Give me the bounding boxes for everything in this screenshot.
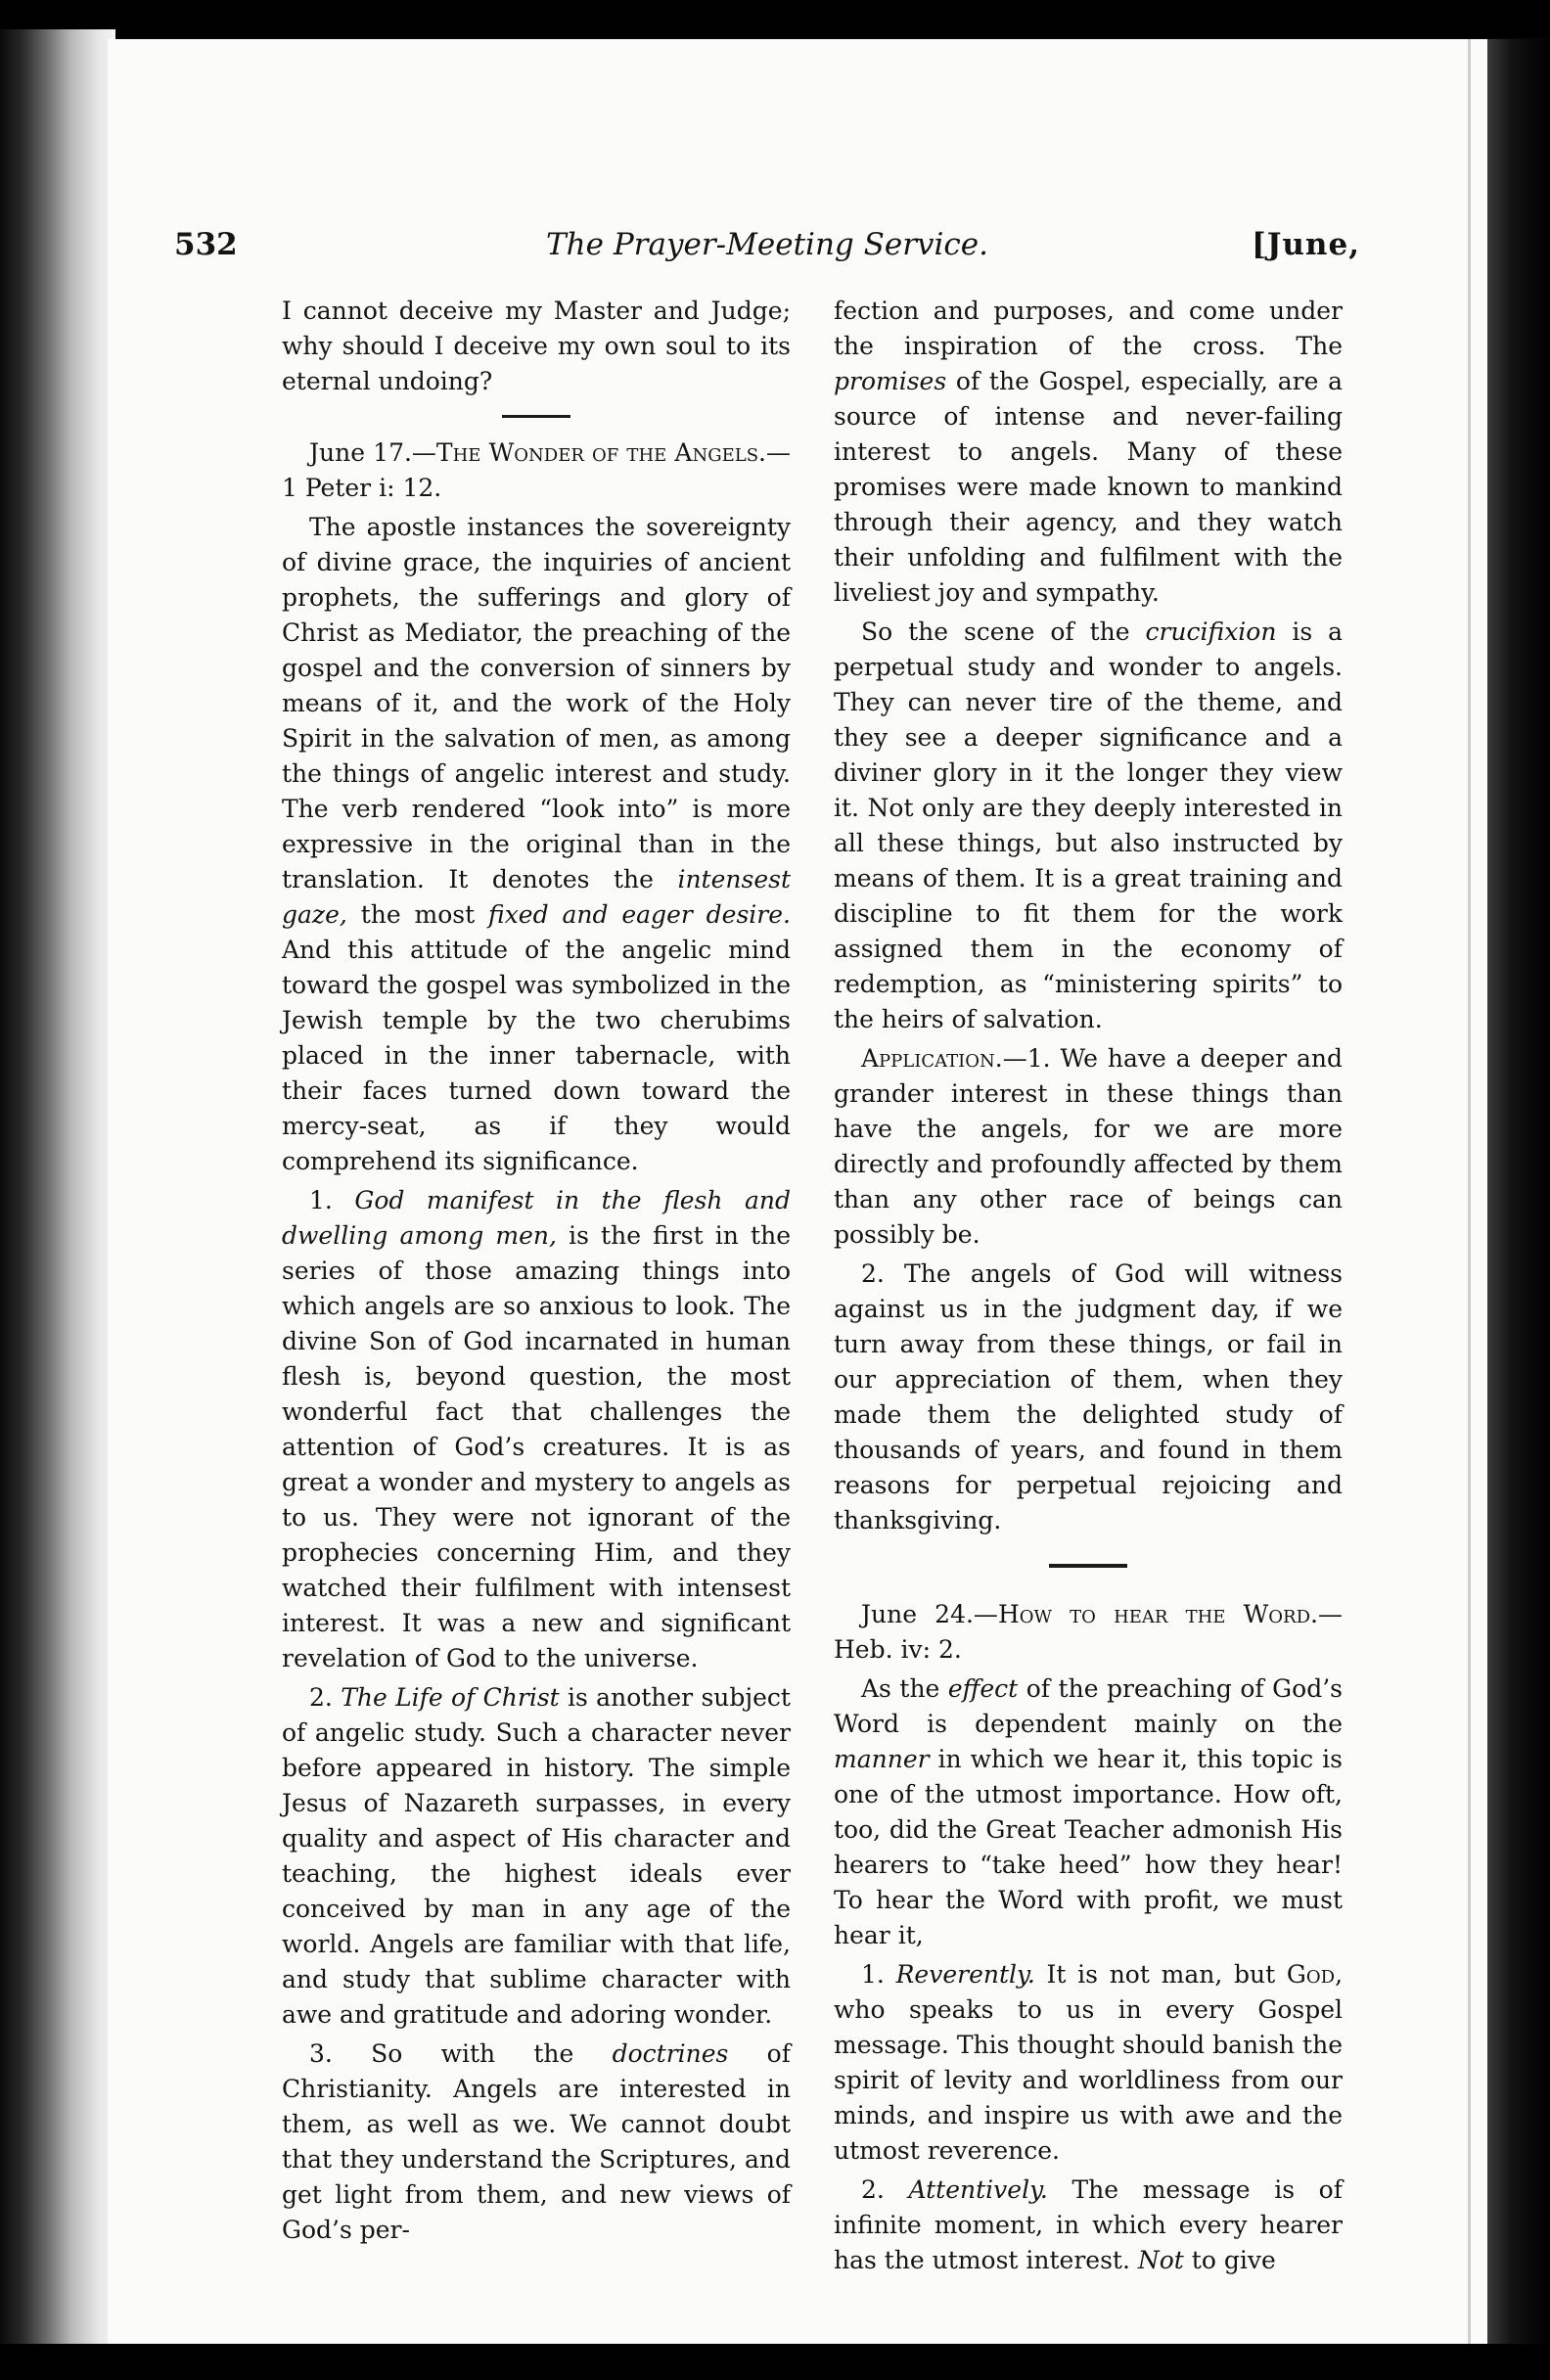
scan-top-border <box>0 0 1550 37</box>
paragraph <box>834 294 1343 611</box>
item-number: 2. <box>861 2175 909 2204</box>
application-label: Application. <box>861 1044 1003 1073</box>
heading-reference: —1 Peter i: 12. <box>282 438 791 502</box>
small-caps-run: God, <box>1286 1960 1344 1989</box>
paragraph <box>282 510 791 1179</box>
text-run: of the preaching of God’s Word is dependent mainly on the <box>834 1674 1343 1738</box>
italic-run: doctrines <box>612 2039 729 2068</box>
text-run: is another subject of angelic study. Such a character never before appeared in history. The simple Jesus of Nazareth surpasses, in every quality and aspect of His character and teaching, the highest ideals ever conceived by man in any age of the world. Angels are familiar with that life, and study that sublime character with awe and gratitude and adoring wonder. <box>282 1683 791 2029</box>
text-run: It is not man, but <box>1034 1960 1287 1989</box>
text-run: in which we hear it, this topic is one of the utmost importance. How oft, too, did the Great Teacher admonish His hearers to “take heed” how they hear! To hear the Word with profit, we must hear it, <box>834 1745 1343 1949</box>
page-number: 532 <box>174 227 238 262</box>
text-run: The apostle instances the sovereignty of divine grace, the inquiries of ancient prophets, the sufferings and glory of Christ as Mediator, the preaching of the gospel and the conversion of sinners by means of it, and the work of the Holy Spirit in the salvation of men, as among the things of angelic interest and study. The verb rendered “look into” is more expressive in the original than in the translation. It denotes the <box>282 513 791 893</box>
right-column <box>834 294 1343 2278</box>
paragraph <box>834 615 1343 1037</box>
italic-run: effect <box>947 1674 1019 1703</box>
binding-gutter <box>0 29 115 2349</box>
item-number: 1. <box>861 1960 896 1989</box>
running-month: [June, <box>1252 227 1360 262</box>
italic-run: promises <box>834 367 947 395</box>
running-header <box>174 227 1360 276</box>
heading-date: June 24.— <box>861 1600 998 1628</box>
paragraph: 2. The angels of God will witness against us in the judgment day, if we turn away from these things, or fail in our appreciation of them, when they made them the delighted study of thousands of years, and found in them reasons for perpetual rejoicing and thanksgiving. <box>834 1259 1343 1534</box>
paragraph <box>834 1957 1343 2169</box>
italic-run: Reverently. <box>895 1960 1035 1989</box>
section-divider <box>1049 1564 1127 1568</box>
heading-title: The Wonder of the Angels. <box>435 438 766 467</box>
text-run: is a perpetual study and wonder to angels. They can never tire of the theme, and they see a deeper significance and a diviner glory in it the longer they view it. Not only are they deeply interested in all these things, but also instructed by means of them. It is a great training and discipline to fit them for the work assigned them in the economy of redemption, as “ministering spirits” to the heirs of salvation. <box>834 618 1344 1033</box>
item-number: 3. <box>309 2039 372 2068</box>
paragraph <box>282 1183 791 1676</box>
scan-right-border <box>1487 39 1550 2344</box>
paragraph <box>834 1041 1343 1253</box>
italic-run: God manifest in the flesh and dwelling among men, <box>282 1186 791 1250</box>
text-run: So the scene of the <box>861 618 1146 646</box>
text-run: The message is of infinite moment, in which every hearer has the utmost interest. <box>834 2175 1343 2274</box>
section-heading <box>834 1597 1343 1668</box>
paragraph <box>282 1680 791 2033</box>
italic-run: Attentively. <box>908 2175 1048 2204</box>
heading-title: How to hear the Word. <box>997 1600 1318 1628</box>
section-heading <box>282 435 791 506</box>
heading-date: June 17.— <box>309 438 436 467</box>
text-run: of the Gospel, especially, are a source of intense and never-failing interest to angels. Many of these promises were made known to mankind through their agency, and they watch their unfolding and fulfilment with the liveliest joy and sympathy. <box>834 367 1343 607</box>
text-run: As the <box>861 1674 948 1703</box>
paragraph <box>834 2173 1343 2278</box>
text-run: —1. We have a deeper and grander interest in these things than have the angels, for we are more directly and profoundly affected by them than any other race of beings can possibly be. <box>834 1044 1343 1249</box>
text-run: And this attitude of the angelic mind toward the gospel was symbolized in the Jewish temple by the two cherubims placed in the inner tabernacle, with their faces turned down toward the mercy-seat, as if they would comprehend its significance. <box>282 936 791 1175</box>
italic-run: fixed and eager desire. <box>488 900 791 929</box>
section-divider <box>502 415 570 418</box>
left-column <box>282 294 791 2248</box>
paragraph <box>282 2037 791 2248</box>
italic-run: intensest gaze, <box>282 865 791 929</box>
text-run: of Christianity. Angels are interested in them, as well as we. We cannot doubt that they understand the Scriptures, and get light from them, and new views of God’s per- <box>282 2039 791 2244</box>
text-run: to give <box>1183 2246 1276 2274</box>
running-title: The Prayer-Meeting Service. <box>545 227 988 262</box>
paragraph: I cannot deceive my Master and Judge; why should I deceive my own soul to its eternal undoing? <box>282 297 791 395</box>
text-run: is the first in the series of those amazing things into which angels are so anxious to look. The divine Son of God incarnated in human flesh is, beyond question, the most wonderful fact that challenges the attention of God’s creatures. It is as great a wonder and mystery to angels as to us. They were not ignorant of the prophecies concerning Him, and they watched their fulfilment with intensest interest. It was a new and significant revelation of God to the universe. <box>282 1221 792 1672</box>
text-run: So with the <box>371 2039 613 2068</box>
italic-run: Not <box>1137 2246 1184 2274</box>
text-run: who speaks to us in every Gospel message. This thought should banish the spirit of levity and worldliness from our minds, and inspire us with awe and the utmost reverence. <box>834 1995 1343 2165</box>
paragraph <box>834 1671 1343 1953</box>
item-number: 2. <box>309 1683 342 1712</box>
italic-run: manner <box>834 1745 930 1773</box>
italic-run: The Life of Christ <box>341 1683 560 1712</box>
page-edge <box>1468 39 1471 2344</box>
heading-reference: —Heb. iv: 2. <box>834 1600 1343 1664</box>
item-number: 1. <box>309 1186 355 1214</box>
scan-bottom-border <box>0 2344 1550 2380</box>
italic-run: crucifixion <box>1145 618 1277 646</box>
text-run: fection and purposes, and come under the inspiration of the cross. The <box>834 297 1343 360</box>
text-run: the most <box>346 900 489 929</box>
